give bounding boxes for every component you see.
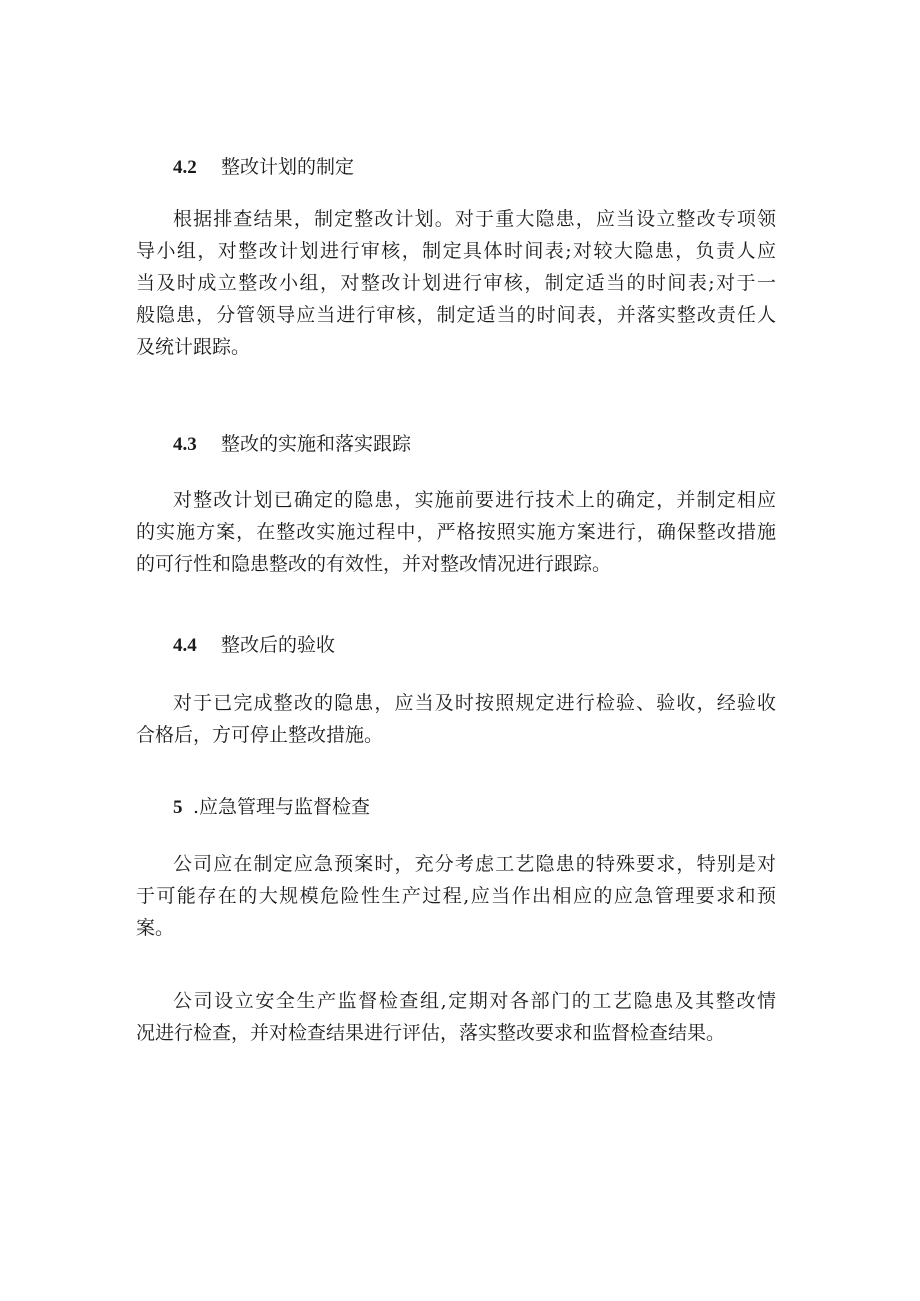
section-heading-4-2 xyxy=(173,155,354,180)
paragraph-line: 公司设立安全生产监督检查组,定期对各部门的工艺隐患及其整改情 xyxy=(173,990,776,1012)
paragraph-line: 对整改计划已确定的隐患，实施前要进行技术上的确定，并制定相应 xyxy=(173,489,776,511)
paragraph-4-2 xyxy=(136,203,776,363)
paragraph-line: 根据排查结果，制定整改计划。对于重大隐患，应当设立整改专项领 xyxy=(173,208,776,230)
paragraph-4-4 xyxy=(136,687,776,751)
paragraph-line: 况进行检查，并对检查结果进行评估，落实整改要求和监督检查结果。 xyxy=(136,1022,726,1044)
paragraph-line: 对于已完成整改的隐患，应当及时按照规定进行检验、验收，经验收 xyxy=(173,692,776,714)
paragraph-line: 于可能存在的大规模危险性生产过程,应当作出相应的应急管理要求和预 xyxy=(136,885,776,907)
paragraph-5-2 xyxy=(136,985,776,1049)
section-heading-4-4 xyxy=(173,633,335,658)
paragraph-line: 公司应在制定应急预案时，充分考虑工艺隐患的特殊要求，特别是对 xyxy=(173,853,776,875)
section-title: 整改的实施和落实跟踪 xyxy=(221,433,412,455)
paragraph-line: 导小组，对整改计划进行审核，制定具体时间表;对较大隐患，负责人应 xyxy=(136,240,776,262)
paragraph-5-1 xyxy=(136,848,776,944)
section-heading-5 xyxy=(173,795,370,820)
paragraph-line: 般隐患，分管领导应当进行审核，制定适当的时间表，并落实整改责任人 xyxy=(136,304,776,326)
section-number: 4.4 xyxy=(173,635,197,656)
paragraph-line: 及统计跟踪。 xyxy=(136,336,251,358)
section-title: .应急管理与监督检查 xyxy=(193,796,371,818)
paragraph-line: 合格后，方可停止整改措施。 xyxy=(136,724,384,746)
section-heading-4-3 xyxy=(173,432,411,457)
paragraph-line: 的实施方案，在整改实施过程中，严格按照实施方案进行，确保整改措施 xyxy=(136,521,776,543)
paragraph-line: 当及时成立整改小组，对整改计划进行审核，制定适当的时间表;对于一 xyxy=(136,272,776,294)
section-number: 5 xyxy=(173,797,183,818)
paragraph-4-3 xyxy=(136,484,776,580)
paragraph-line: 案。 xyxy=(136,917,175,939)
section-number: 4.2 xyxy=(173,157,197,178)
section-title: 整改计划的制定 xyxy=(221,156,355,178)
section-title: 整改后的验收 xyxy=(221,634,336,656)
section-number: 4.3 xyxy=(173,434,197,455)
paragraph-line: 的可行性和隐患整改的有效性，并对整改情况进行跟踪。 xyxy=(136,553,612,575)
